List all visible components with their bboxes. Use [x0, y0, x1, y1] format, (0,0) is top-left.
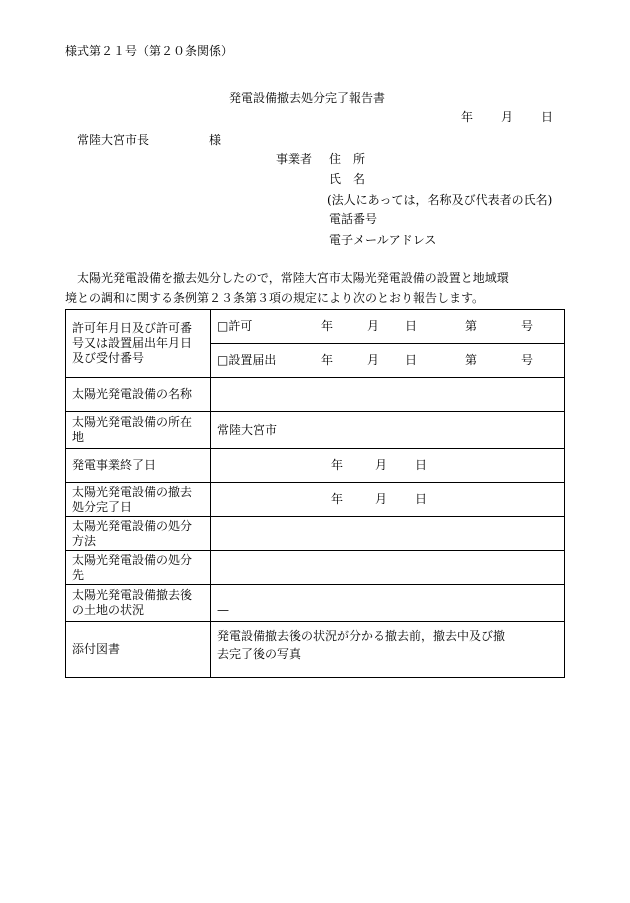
table-row-location: [66, 412, 565, 449]
land-label-line-2: の土地の状況: [72, 603, 145, 617]
body-line-1: 太陽光発電設備を撤去処分したので，常陸大宮市太陽光発電設備の設置と地域環: [77, 271, 509, 285]
end-month: 月: [375, 458, 388, 472]
permit-checkbox-label[interactable]: □許可: [217, 319, 253, 333]
form-number: 様式第２１号（第２０条関係）: [65, 44, 234, 58]
table-row-method: [66, 517, 565, 551]
notice-option-cell: [211, 344, 565, 378]
table-row-facility-name: [66, 378, 565, 412]
permit-label-cell: [66, 310, 211, 378]
page-title: 発電設備撤去処分完了報告書: [229, 91, 386, 105]
notice-month: 月: [367, 353, 380, 367]
facility-name-value[interactable]: [211, 378, 565, 412]
table-row-attachment: [66, 622, 565, 678]
address-label: 住 所: [329, 152, 366, 166]
attachment-label: 添付図書: [66, 622, 211, 678]
method-label-line-1: 太陽光発電設備の処分: [72, 518, 193, 533]
disposal-date-label-line-2: 処分完了日: [72, 499, 133, 514]
permit-go: 号: [521, 319, 534, 333]
method-label-line-2: 方法: [72, 533, 97, 548]
location-label-line-1: 太陽光発電設備の所在: [72, 415, 193, 429]
attachment-value-line-2: 去完了後の写真: [217, 647, 302, 661]
destination-value[interactable]: [211, 551, 565, 585]
addressee: 常陸大宮市長: [77, 133, 150, 147]
permit-label-line-1: 許可年月日及び許可番: [72, 321, 193, 335]
method-label-cell: [66, 517, 211, 551]
disposal-day: 日: [415, 492, 428, 506]
end-date-label: 発電事業終了日: [66, 449, 211, 483]
date-year: 年: [461, 110, 474, 124]
report-table: [65, 309, 565, 678]
end-date-value[interactable]: [211, 449, 565, 483]
attachment-value-cell: [211, 622, 565, 678]
permit-month: 月: [367, 319, 380, 333]
method-value[interactable]: [211, 517, 565, 551]
notice-day: 日: [405, 353, 418, 367]
email-label: 電子メールアドレス: [329, 233, 437, 247]
permit-year: 年: [321, 319, 334, 333]
attachment-value-line-1: 発電設備撤去後の状況が分かる撤去前，撤去中及び撤: [217, 629, 506, 643]
permit-label-line-3: 及び受付番号: [72, 351, 145, 365]
date-month: 月: [501, 110, 514, 124]
destination-label-cell: [66, 551, 211, 585]
name-label: 氏 名: [329, 172, 366, 186]
body-line-2: 境との調和に関する条例第２３条第３項の規定により次のとおり報告します。: [65, 291, 485, 305]
corp-note: (法人にあっては，名称及び代表者の氏名): [327, 193, 553, 207]
table-row-disposal-date: [66, 483, 565, 517]
applicant-label: 事業者: [276, 152, 313, 166]
location-value[interactable]: 常陸大宮市: [211, 412, 565, 449]
destination-label-line-2: 先: [72, 567, 85, 582]
land-label-cell: [66, 585, 211, 622]
location-label-line-2: 地: [72, 430, 85, 444]
destination-label-line-1: 太陽光発電設備の処分: [72, 552, 193, 567]
date-day: 日: [541, 110, 554, 124]
phone-label: 電話番号: [329, 212, 378, 226]
land-value[interactable]: —: [211, 585, 565, 622]
notice-year: 年: [321, 353, 334, 367]
notice-dai: 第: [465, 353, 478, 367]
facility-name-label: 太陽光発電設備の名称: [66, 378, 211, 412]
disposal-month: 月: [375, 492, 388, 506]
disposal-date-label-line-1: 太陽光発電設備の撤去: [72, 484, 193, 499]
end-day: 日: [415, 458, 428, 472]
notice-checkbox-label[interactable]: □設置届出: [217, 353, 277, 367]
disposal-date-label-cell: [66, 483, 211, 517]
land-label-line-1: 太陽光発電設備撤去後: [72, 588, 193, 602]
notice-go: 号: [521, 353, 534, 367]
table-row-permit: [66, 310, 565, 344]
table-row-destination: [66, 551, 565, 585]
permit-dai: 第: [465, 319, 478, 333]
permit-option-cell: [211, 310, 565, 344]
permit-label-line-2: 号又は設置届出年月日: [72, 336, 193, 350]
location-label-cell: [66, 412, 211, 449]
table-row-end-date: [66, 449, 565, 483]
disposal-date-value[interactable]: [211, 483, 565, 517]
permit-day: 日: [405, 319, 418, 333]
disposal-year: 年: [331, 492, 344, 506]
end-year: 年: [331, 458, 344, 472]
honorific: 様: [209, 133, 222, 147]
table-row-land: [66, 585, 565, 622]
